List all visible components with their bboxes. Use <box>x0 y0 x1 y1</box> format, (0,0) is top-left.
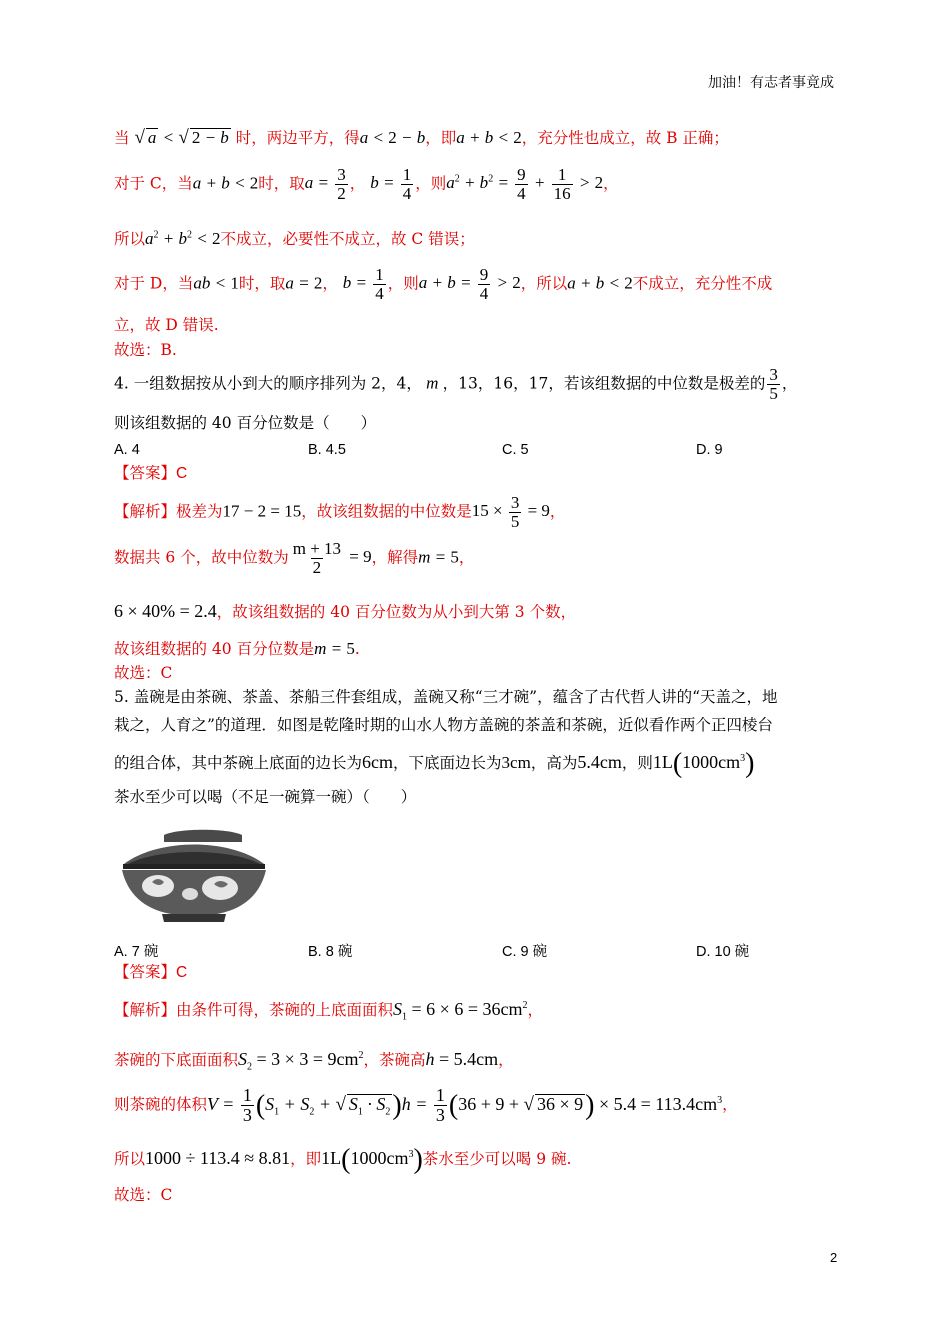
q4-answer: 【答案】C <box>114 464 188 482</box>
q5-analysis-4: 所以1000 ÷ 113.4 ≈ 8.81，即$1L(1000cm^3)$茶水至少可以喝 9 碗. <box>114 1144 572 1175</box>
q4-option-d[interactable]: D. 9 <box>696 442 723 458</box>
page-header: 加油！有志者事竟成 <box>708 75 834 91</box>
q4-choice: 故选：C <box>114 664 173 682</box>
sol3-line-1: 当 √ a < √ 2 − b 时，两边平方，得a < 2 − b，即a + b < 2，充分性也成立，故 B 正确； <box>114 127 729 148</box>
q5-option-d[interactable]: D. 10 碗 <box>696 944 750 960</box>
q5-stem-2: 栽之，人育之”的道理．如图是乾隆时期的山水人物方盖碗的茶盖和茶碗，近似看作两个正四棱台 <box>114 716 773 734</box>
q4-stem-2: 则该组数据的 40 百分位数是（ ） <box>114 414 377 432</box>
q5-option-a[interactable]: A. 7 碗 <box>114 944 159 960</box>
q5-choice: 故选：C <box>114 1186 173 1204</box>
q5-answer: 【答案】C <box>114 963 188 981</box>
q4-option-c[interactable]: C. 5 <box>502 442 529 458</box>
q5-option-c[interactable]: C. 9 碗 <box>502 944 548 960</box>
sol3-line-4: 对于 D，当ab < 1时，取a = 2， b = $\frac{1}{4}$ ，则a + b = $\frac{9}{4}$ > 2，所以a + b < 2不成立，充分性不成 <box>114 265 773 303</box>
q5-stem-4: 茶水至少可以喝（不足一碗算一碗）（ ） <box>114 788 417 806</box>
q4-analysis-3: 6 × 40% = 2.4，故该组数据的 40 百分位数为从小到大第 3 个数， <box>114 601 577 621</box>
q4-analysis-1: 【解析】极差为17 − 2 = 15，故该组数据的中位数是15 × $\frac{3}{5}$ = 9， <box>114 493 566 531</box>
page-number: 2 <box>830 1250 838 1265</box>
tea-bowl-figure <box>118 824 270 924</box>
sol3-line-3: 所以$a^2 + b^2 < 2$不成立，必要性不成立，故 C 错误； <box>114 229 475 248</box>
q5-stem-1: 5. 盖碗是由茶碗、茶盖、茶船三件套组成，盖碗又称“三才碗”，蕴含了古代哲人讲的“天盖之，地 <box>114 688 778 706</box>
q5-stem-3: 的组合体，其中茶碗上底面的边长为6cm，下底面边长为3cm，高为5.4cm，则$1L(1000cm^3)$ <box>114 748 755 779</box>
sol3-choice: 故选：B. <box>114 341 177 359</box>
q4-analysis-2: 数据共 6 个，故中位数为 $\frac{m + 13}{2}$ = 9，解得m = 5， <box>114 539 475 577</box>
q4-analysis-4: 故该组数据的 40 百分位数是m = 5. <box>114 639 360 658</box>
q4-option-a[interactable]: A. 4 <box>114 442 140 458</box>
q5-analysis-3: 则茶碗的体积V = $\frac{1}{3}$ ($S_1 + S_2$ + √ $S_1 \cdot S_2)h$ = $\frac{1}{3}$ (36 + 9 + √ $36 \times 9) \times 5.4 = 113.4cm^3$， <box>114 1085 738 1125</box>
q5-analysis-1: 【解析】由条件可得，茶碗的上底面面积$S_1 = 6 \times 6 = 36cm^2$， <box>114 999 543 1023</box>
q4-stem-1: 4. 一组数据按从小到大的顺序排列为 2，4， m ，13，16，17，若该组数据的中位数是极差的 $\frac{3}{5}$ ， <box>114 365 798 403</box>
sol3-line-5: 立，故 D 错误. <box>114 316 219 334</box>
q5-analysis-2: 茶碗的下底面面积$S_2 = 3 \times 3 = 9cm^2$，茶碗高h = 5.4cm， <box>114 1049 514 1073</box>
q4-option-b[interactable]: B. 4.5 <box>308 442 346 458</box>
sol3-line-2: 对于 C，当a + b < 2时，取a = $\frac{3}{2}$ ， b = $\frac{1}{4}$ ，则$a^2 + b^2$ = $\frac{9}{4}$ + $\frac{1}{16}$ > 2， <box>114 165 619 203</box>
q5-option-b[interactable]: B. 8 碗 <box>308 944 353 960</box>
